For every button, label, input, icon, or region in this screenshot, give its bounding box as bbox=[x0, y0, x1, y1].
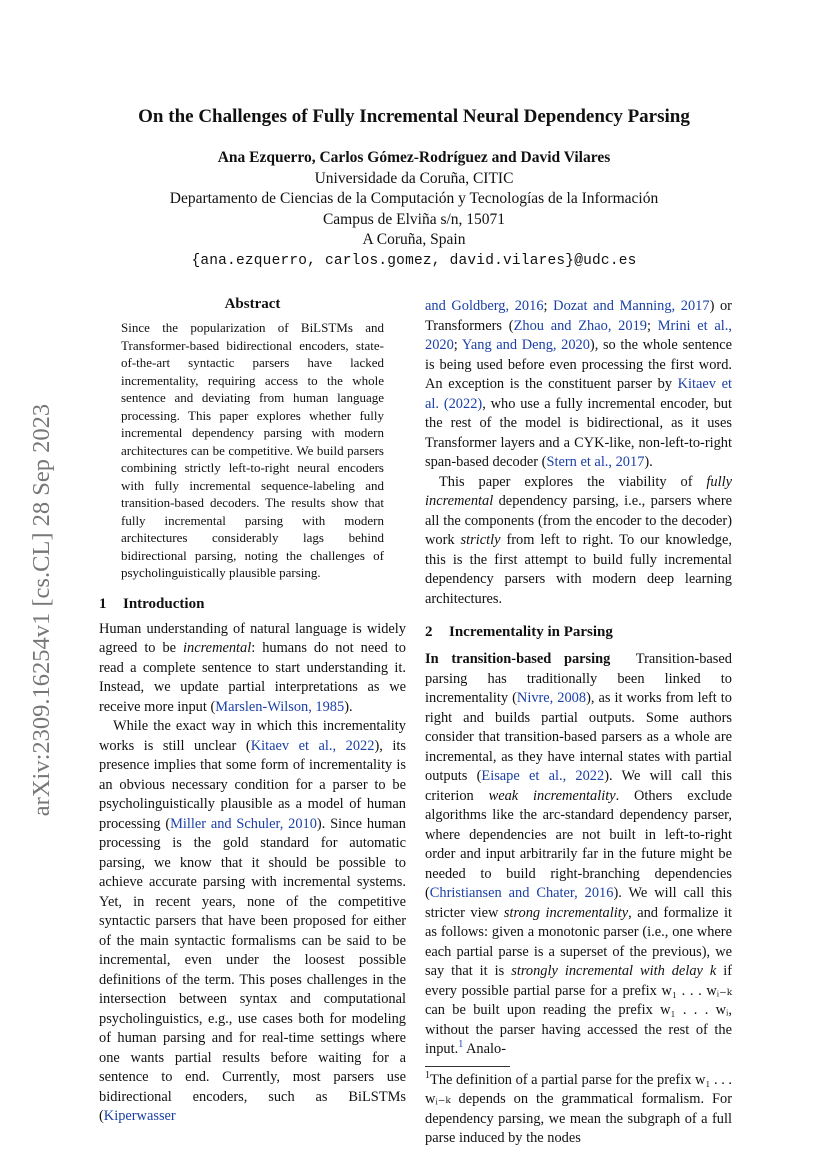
citation-link[interactable]: Mrini et al., 2020 bbox=[425, 317, 732, 353]
footnote-1: $^1$The definition of a partial parse for the prefix w₁ . . . wᵢ₋ₖ depends on the grammatical formalism. For dependency parsing, we mean the subgraph of a full parse induced by the nodes bbox=[425, 1069, 732, 1146]
citation-link[interactable]: Nivre, 2008 bbox=[516, 690, 587, 706]
abstract-text: Since the popularization of BiLSTMs and Transformer-based bidirectional encoders, state-of-the-art syntactic parsers have lacked incrementality, requiring access to the whole sentence and deviating from human language processing. This paper explores whether fully incremental dependency parsing with modern architectures can be competitive. We build parsers combining strictly left-to-right neural encoders with fully incremental sequence-labeling and transition-based decoders. The results show that fully incremental parsing with modern architectures considerably lags behind bidirectional parsing, noting the challenges of psycholinguistically plausible parsing. bbox=[121, 320, 384, 580]
right-column bbox=[425, 297, 732, 1149]
citation-link[interactable]: Kitaev et al., 2022 bbox=[250, 737, 375, 754]
abstract-heading: Abstract bbox=[224, 296, 281, 312]
affiliation-line: Campus de Elviña s/n, 15071 bbox=[322, 210, 506, 228]
footnote-divider bbox=[425, 1066, 510, 1067]
citation-link[interactable]: Kitaev et al. (2022) bbox=[425, 376, 732, 412]
affiliation-line: Universidade da Coruña, CITIC bbox=[314, 169, 514, 187]
paper-title: On the Challenges of Fully Incremental Neural Dependency Parsing bbox=[138, 106, 690, 127]
citation-link[interactable]: Miller and Schuler, 2010 bbox=[170, 815, 317, 832]
intro-paragraph-4: This paper explores the viability of fully incremental dependency parsing, i.e., parsers where all the components (from the encoder to the decoder) work strictly from left to right. To our knowledge, this is the first attempt to build fully incremental dependency parsers with modern deep learning architectures. bbox=[425, 473, 732, 607]
affiliation-line: A Coruña, Spain bbox=[362, 231, 466, 248]
citation-link[interactable]: Kiperwasser bbox=[103, 1108, 176, 1124]
arxiv-stamp: arXiv:2309.16254v1 [cs.CL] 28 Sep 2023 bbox=[28, 403, 55, 817]
citation-link[interactable]: Eisape et al., 2022 bbox=[481, 768, 605, 784]
affiliation-line: Departamento de Ciencias de la Computación y Tecnologías de la Información bbox=[169, 190, 659, 207]
intro-paragraph-2: While the exact way in which this incrementality works is still unclear (Kitaev et al., 2022), its presence implies that some form of incrementality is an obvious necessary condition for a parser to be psycholinguistically plausible as a model of human processing (Miller and Schuler, 2010). Since human processing is the gold standard for automatic parsing, we know that it should be possible to achieve accurate parsing with incremental systems. Yet, in recent years, none of the competitive syntactic parsers that have been proposed for either of the main syntactic formalisms can be said to be incremental, even under the loosest possible definitions of the term. This poses challenges in the intersection between syntax and computational psycholinguistics, e.g., use cases both for modeling of human parsing and for real-time settings where one wants partial results before waiting for a sentence to end. Currently, most parsers use bidirectional encoders, such as BiLSTMs (Kiperwasser bbox=[99, 718, 406, 1124]
intro-paragraph-3: and Goldberg, 2016; Dozat and Manning, 2017) or Transformers (Zhou and Zhao, 2019; Mrini et al., 2020; Yang and Deng, 2020), so the whole sentence is being used before even processing the first word. An exception is the constituent parser by Kitaev et al. (2022), who use a fully incremental encoder, but the rest of the model is bidirectional, as it uses Transformer layers and a CYK-like, non-left-to-right span-based decoder (Stern et al., 2017). bbox=[425, 298, 732, 470]
section2-paragraph: In transition-based parsing Transition-based parsing has traditionally been linked to incrementality (Nivre, 2008), as it works from left to right and builds partial outputs. Some authors consider that transition-based parsers as a whole are incremental, as they have internal states with partial outputs (Eisape et al., 2022). We will call this criterion weak incrementality. Others exclude algorithms like the arc-standard dependency parser, where dependencies are not built in left-to-right order and input arbitrarily far in the future might be needed to build right-branching dependencies (Christiansen and Chater, 2016). We will call this stricter view strong incrementality, and formalize it as follows: given a monotonic parser (i.e., one where each partial parse is a superset of the previous), we say that it is strongly incremental with delay k if every possible partial parse for a prefix w₁ . . . wᵢ₋ₖ can be built upon reading the prefix w₁ . . . wᵢ, without the parser having accessed the rest of the input.$^1$ Analo- bbox=[425, 651, 733, 1057]
citation-link[interactable]: Zhou and Zhao, 2019 bbox=[513, 317, 647, 334]
left-column bbox=[99, 296, 406, 1127]
citation-link[interactable]: Marslen-Wilson, 1985 bbox=[215, 698, 345, 715]
section-heading-incrementality: 2 Incrementality in Parsing bbox=[425, 624, 613, 640]
citation-link[interactable]: Stern et al., 2017 bbox=[546, 454, 645, 470]
citation-link[interactable]: Yang and Deng, 2020 bbox=[461, 337, 590, 353]
footnote-marker[interactable]: 1 bbox=[458, 1039, 464, 1051]
citation-link[interactable]: Dozat and Manning, 2017 bbox=[553, 298, 710, 314]
citation-link[interactable]: Christiansen and Chater, 2016 bbox=[429, 885, 614, 901]
intro-paragraph-1: Human understanding of natural language is widely agreed to be incremental: humans do not need to read a complete sentence to start understanding it. Instead, we update partial interpretations as we receive more input (Marslen-Wilson, 1985). bbox=[99, 620, 406, 715]
author-block bbox=[0, 148, 828, 271]
author-emails: {ana.ezquerro, carlos.gomez, david.vilares}@udc.es bbox=[191, 252, 637, 269]
author-names: Ana Ezquerro, Carlos Gómez-Rodríguez and David Vilares bbox=[217, 149, 611, 166]
citation-link[interactable]: and Goldberg, 2016 bbox=[425, 298, 544, 314]
section-heading-introduction: 1 Introduction bbox=[99, 595, 205, 612]
